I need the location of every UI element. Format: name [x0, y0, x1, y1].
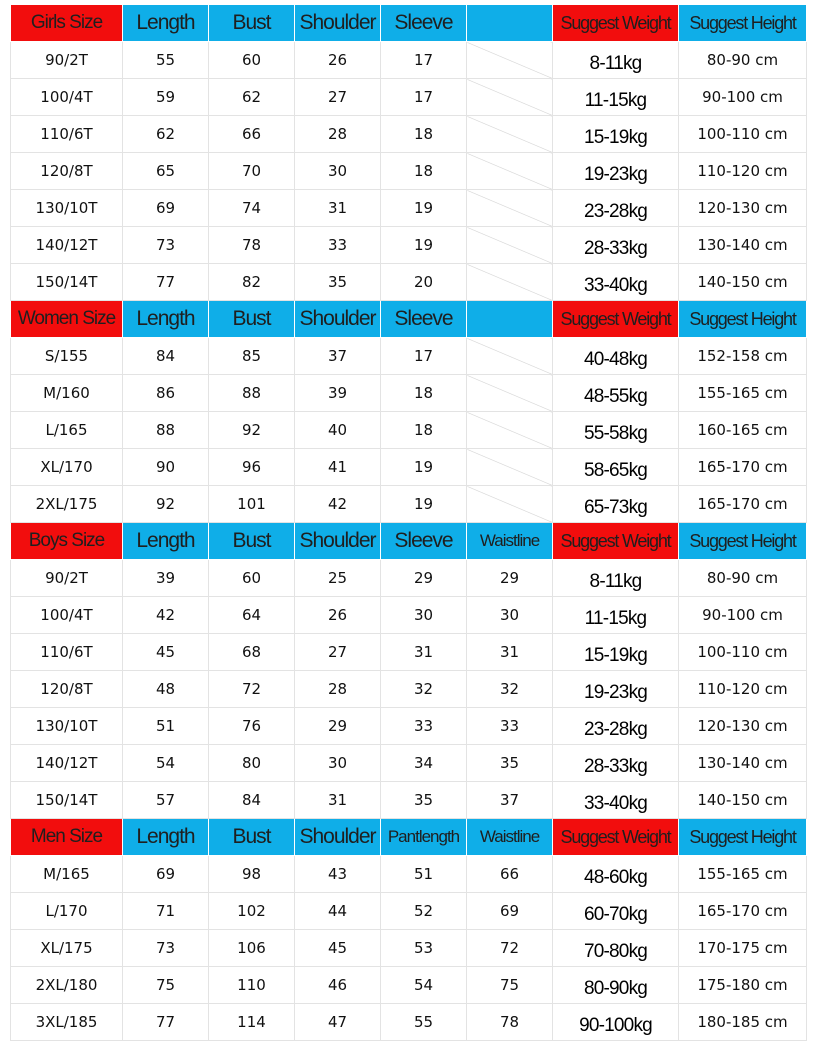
men-table-cell: L/170 [11, 893, 123, 930]
girls-table-cell: 130-140 cm [679, 227, 807, 264]
men-table-cell: 155-165 cm [679, 856, 807, 893]
girls-table-cell: 78 [209, 227, 295, 264]
girls-table-cell: 140-150 cm [679, 264, 807, 301]
girls-table-cell: 60 [209, 42, 295, 79]
girls-table-cell: 31 [295, 190, 381, 227]
boys-table-cell: 32 [467, 671, 553, 708]
women-table-cell: L/165 [11, 412, 123, 449]
boys-table-row [11, 745, 807, 782]
girls-table-cell [467, 153, 553, 190]
girls-table-row [11, 153, 807, 190]
girls-table-cell: 82 [209, 264, 295, 301]
men-header-cell: Suggest Height [679, 819, 807, 856]
women-table-cell: 155-165 cm [679, 375, 807, 412]
men-table-cell: 51 [381, 856, 467, 893]
women-table-cell: 41 [295, 449, 381, 486]
boys-table-cell: 120/8T [11, 671, 123, 708]
women-table-cell: 85 [209, 338, 295, 375]
boys-header-cell: Suggest Weight [553, 523, 679, 560]
men-table-cell: 44 [295, 893, 381, 930]
boys-table-cell: 31 [381, 634, 467, 671]
men-header-cell: Suggest Weight [553, 819, 679, 856]
girls-header-cell: Suggest Height [679, 5, 807, 42]
girls-table-cell: 90-100 cm [679, 79, 807, 116]
boys-table-cell: 140-150 cm [679, 782, 807, 819]
men-table-cell: 78 [467, 1004, 553, 1041]
girls-table-cell [467, 79, 553, 116]
women-table-cell: 55-58kg [553, 412, 679, 449]
girls-table-cell: 120/8T [11, 153, 123, 190]
women-table-cell: 165-170 cm [679, 486, 807, 523]
men-table-cell: 90-100kg [553, 1004, 679, 1041]
men-table-cell: 69 [467, 893, 553, 930]
women-table-cell: 88 [123, 412, 209, 449]
girls-header-cell [467, 5, 553, 42]
boys-table-cell: 33 [381, 708, 467, 745]
girls-table-row [11, 79, 807, 116]
girls-table-cell: 17 [381, 42, 467, 79]
girls-table-cell: 19 [381, 227, 467, 264]
girls-table-cell: 30 [295, 153, 381, 190]
girls-table-cell: 27 [295, 79, 381, 116]
women-table-cell: 84 [123, 338, 209, 375]
girls-table-cell: 80-90 cm [679, 42, 807, 79]
girls-table-cell [467, 42, 553, 79]
men-table-cell: 165-170 cm [679, 893, 807, 930]
men-table-cell: 170-175 cm [679, 930, 807, 967]
women-table-cell: 92 [123, 486, 209, 523]
women-table-row [11, 338, 807, 375]
boys-table-cell: 33 [467, 708, 553, 745]
boys-table-cell: 80 [209, 745, 295, 782]
men-table-cell: XL/175 [11, 930, 123, 967]
boys-table-cell: 8-11kg [553, 560, 679, 597]
girls-table-cell: 100-110 cm [679, 116, 807, 153]
men-table-cell: 55 [381, 1004, 467, 1041]
women-header-cell: Women Size [11, 301, 123, 338]
boys-table-cell: 29 [467, 560, 553, 597]
boys-table-cell: 57 [123, 782, 209, 819]
boys-table-cell: 19-23kg [553, 671, 679, 708]
boys-table-cell: 31 [467, 634, 553, 671]
women-table-cell: 58-65kg [553, 449, 679, 486]
men-table-cell: 69 [123, 856, 209, 893]
girls-table-cell: 17 [381, 79, 467, 116]
girls-table-cell: 62 [123, 116, 209, 153]
boys-table-cell: 11-15kg [553, 597, 679, 634]
girls-table-cell: 73 [123, 227, 209, 264]
boys-table-row [11, 634, 807, 671]
girls-table-cell: 18 [381, 153, 467, 190]
boys-table-cell: 39 [123, 560, 209, 597]
women-table-cell [467, 375, 553, 412]
women-table-cell: 40 [295, 412, 381, 449]
men-table-row [11, 893, 807, 930]
women-table-cell: 96 [209, 449, 295, 486]
boys-table-cell: 28 [295, 671, 381, 708]
men-size-header-row [11, 819, 807, 856]
girls-table-cell [467, 227, 553, 264]
girls-table-row [11, 116, 807, 153]
boys-table-cell: 29 [295, 708, 381, 745]
women-table-cell: XL/170 [11, 449, 123, 486]
boys-table-cell: 48 [123, 671, 209, 708]
boys-table-cell: 90-100 cm [679, 597, 807, 634]
men-header-cell: Bust [209, 819, 295, 856]
men-table-cell: 2XL/180 [11, 967, 123, 1004]
girls-table-cell [467, 190, 553, 227]
men-table-cell: 53 [381, 930, 467, 967]
boys-table-cell: 72 [209, 671, 295, 708]
men-header-cell: Waistline [467, 819, 553, 856]
women-table-cell: 42 [295, 486, 381, 523]
girls-table-cell: 55 [123, 42, 209, 79]
men-table-cell: 45 [295, 930, 381, 967]
women-header-cell: Bust [209, 301, 295, 338]
boys-table-cell: 100/4T [11, 597, 123, 634]
women-table-cell: 48-55kg [553, 375, 679, 412]
girls-table-cell: 8-11kg [553, 42, 679, 79]
boys-table-cell: 33-40kg [553, 782, 679, 819]
women-table-cell [467, 412, 553, 449]
girls-table-cell: 110/6T [11, 116, 123, 153]
men-table-cell: 77 [123, 1004, 209, 1041]
girls-table-cell [467, 116, 553, 153]
boys-table-cell: 30 [295, 745, 381, 782]
men-header-cell: Shoulder [295, 819, 381, 856]
girls-table-cell: 150/14T [11, 264, 123, 301]
girls-table-cell: 69 [123, 190, 209, 227]
girls-table-cell: 33 [295, 227, 381, 264]
women-table-cell: 165-170 cm [679, 449, 807, 486]
boys-table-cell: 37 [467, 782, 553, 819]
girls-table-cell: 59 [123, 79, 209, 116]
boys-table-cell: 23-28kg [553, 708, 679, 745]
men-table-cell: 180-185 cm [679, 1004, 807, 1041]
men-table-cell: 175-180 cm [679, 967, 807, 1004]
women-table-cell: 19 [381, 449, 467, 486]
boys-table-cell: 68 [209, 634, 295, 671]
girls-table-row [11, 190, 807, 227]
men-header-cell: Pantlength [381, 819, 467, 856]
women-size-header-row [11, 301, 807, 338]
boys-table-cell: 54 [123, 745, 209, 782]
girls-header-cell: Shoulder [295, 5, 381, 42]
women-table-cell: 39 [295, 375, 381, 412]
women-table-cell: 19 [381, 486, 467, 523]
women-table-row [11, 449, 807, 486]
boys-table-cell: 31 [295, 782, 381, 819]
girls-table-cell: 23-28kg [553, 190, 679, 227]
boys-table-cell: 25 [295, 560, 381, 597]
girls-table-cell: 20 [381, 264, 467, 301]
girls-table-cell: 120-130 cm [679, 190, 807, 227]
boys-table-cell: 27 [295, 634, 381, 671]
men-table-cell: 46 [295, 967, 381, 1004]
girls-table-cell: 33-40kg [553, 264, 679, 301]
boys-header-cell: Waistline [467, 523, 553, 560]
girls-table-cell: 70 [209, 153, 295, 190]
boys-table-cell: 150/14T [11, 782, 123, 819]
men-table-row [11, 967, 807, 1004]
women-table-cell: 92 [209, 412, 295, 449]
girls-table-cell: 140/12T [11, 227, 123, 264]
girls-table-cell: 100/4T [11, 79, 123, 116]
women-header-cell: Suggest Height [679, 301, 807, 338]
boys-table-cell: 35 [381, 782, 467, 819]
boys-table-cell: 51 [123, 708, 209, 745]
boys-table-row [11, 560, 807, 597]
men-table-cell: 80-90kg [553, 967, 679, 1004]
women-table-cell: S/155 [11, 338, 123, 375]
girls-header-cell: Length [123, 5, 209, 42]
women-table-cell [467, 338, 553, 375]
men-table-cell: 60-70kg [553, 893, 679, 930]
boys-table-cell: 30 [467, 597, 553, 634]
boys-table-cell: 35 [467, 745, 553, 782]
girls-table-cell: 110-120 cm [679, 153, 807, 190]
women-header-cell [467, 301, 553, 338]
women-table-cell: 17 [381, 338, 467, 375]
boys-table-cell: 42 [123, 597, 209, 634]
women-table-cell: 160-165 cm [679, 412, 807, 449]
boys-table-cell: 30 [381, 597, 467, 634]
boys-table-cell: 140/12T [11, 745, 123, 782]
men-table-cell: 71 [123, 893, 209, 930]
girls-table-cell: 11-15kg [553, 79, 679, 116]
boys-table-cell: 64 [209, 597, 295, 634]
women-table-cell: 2XL/175 [11, 486, 123, 523]
men-table-row [11, 930, 807, 967]
women-table-cell: 88 [209, 375, 295, 412]
men-table-cell: 75 [467, 967, 553, 1004]
boys-table-row [11, 671, 807, 708]
men-table-cell: 43 [295, 856, 381, 893]
girls-table-cell: 62 [209, 79, 295, 116]
women-table-row [11, 486, 807, 523]
women-table-cell: 18 [381, 412, 467, 449]
men-table-cell: 72 [467, 930, 553, 967]
girls-table-cell: 28 [295, 116, 381, 153]
women-header-cell: Suggest Weight [553, 301, 679, 338]
men-table-cell: 114 [209, 1004, 295, 1041]
boys-size-header-row [11, 523, 807, 560]
boys-table-cell: 130-140 cm [679, 745, 807, 782]
boys-table-cell: 84 [209, 782, 295, 819]
boys-table-cell: 15-19kg [553, 634, 679, 671]
men-table-cell: 75 [123, 967, 209, 1004]
boys-table-cell: 120-130 cm [679, 708, 807, 745]
men-table-cell: 47 [295, 1004, 381, 1041]
girls-size-header-row [11, 5, 807, 42]
girls-table-cell: 26 [295, 42, 381, 79]
girls-table-row [11, 227, 807, 264]
men-header-cell: Men Size [11, 819, 123, 856]
boys-table-row [11, 782, 807, 819]
women-table-cell: 65-73kg [553, 486, 679, 523]
women-table-row [11, 412, 807, 449]
men-header-cell: Length [123, 819, 209, 856]
men-table-cell: 102 [209, 893, 295, 930]
girls-table-cell: 28-33kg [553, 227, 679, 264]
boys-header-cell: Boys Size [11, 523, 123, 560]
boys-table-row [11, 597, 807, 634]
boys-header-cell: Bust [209, 523, 295, 560]
girls-table-cell: 66 [209, 116, 295, 153]
boys-table-row [11, 708, 807, 745]
girls-header-cell: Suggest Weight [553, 5, 679, 42]
men-table-cell: 106 [209, 930, 295, 967]
boys-header-cell: Suggest Height [679, 523, 807, 560]
men-table-cell: 66 [467, 856, 553, 893]
boys-table-cell: 80-90 cm [679, 560, 807, 597]
men-table-cell: 3XL/185 [11, 1004, 123, 1041]
men-table-cell: 110 [209, 967, 295, 1004]
size-chart-table [10, 4, 807, 1041]
men-table-row [11, 1004, 807, 1041]
boys-table-cell: 28-33kg [553, 745, 679, 782]
girls-table-cell [467, 264, 553, 301]
boys-table-cell: 60 [209, 560, 295, 597]
women-table-cell: 37 [295, 338, 381, 375]
men-table-cell: M/165 [11, 856, 123, 893]
boys-table-cell: 90/2T [11, 560, 123, 597]
women-header-cell: Sleeve [381, 301, 467, 338]
girls-table-cell: 35 [295, 264, 381, 301]
women-header-cell: Length [123, 301, 209, 338]
women-table-cell: 152-158 cm [679, 338, 807, 375]
boys-table-cell: 26 [295, 597, 381, 634]
men-table-cell: 73 [123, 930, 209, 967]
women-table-cell: 40-48kg [553, 338, 679, 375]
girls-table-cell: 90/2T [11, 42, 123, 79]
girls-table-row [11, 264, 807, 301]
men-table-row [11, 856, 807, 893]
girls-table-cell: 74 [209, 190, 295, 227]
girls-table-cell: 19 [381, 190, 467, 227]
boys-table-cell: 110/6T [11, 634, 123, 671]
girls-table-cell: 18 [381, 116, 467, 153]
men-table-cell: 54 [381, 967, 467, 1004]
boys-table-cell: 32 [381, 671, 467, 708]
women-table-cell: 86 [123, 375, 209, 412]
boys-table-cell: 45 [123, 634, 209, 671]
girls-header-cell: Bust [209, 5, 295, 42]
boys-header-cell: Sleeve [381, 523, 467, 560]
girls-header-cell: Sleeve [381, 5, 467, 42]
men-table-cell: 48-60kg [553, 856, 679, 893]
boys-table-cell: 76 [209, 708, 295, 745]
men-table-cell: 52 [381, 893, 467, 930]
women-header-cell: Shoulder [295, 301, 381, 338]
women-table-cell: M/160 [11, 375, 123, 412]
girls-table-cell: 77 [123, 264, 209, 301]
boys-table-cell: 130/10T [11, 708, 123, 745]
girls-table-row [11, 42, 807, 79]
boys-table-cell: 34 [381, 745, 467, 782]
boys-table-cell: 29 [381, 560, 467, 597]
men-table-cell: 70-80kg [553, 930, 679, 967]
girls-table-cell: 15-19kg [553, 116, 679, 153]
boys-table-cell: 110-120 cm [679, 671, 807, 708]
women-table-cell: 101 [209, 486, 295, 523]
girls-table-cell: 65 [123, 153, 209, 190]
boys-header-cell: Shoulder [295, 523, 381, 560]
boys-header-cell: Length [123, 523, 209, 560]
men-table-cell: 98 [209, 856, 295, 893]
women-table-row [11, 375, 807, 412]
women-table-cell [467, 449, 553, 486]
girls-table-cell: 130/10T [11, 190, 123, 227]
women-table-cell: 90 [123, 449, 209, 486]
women-table-cell: 18 [381, 375, 467, 412]
women-table-cell [467, 486, 553, 523]
girls-header-cell: Girls Size [11, 5, 123, 42]
girls-table-cell: 19-23kg [553, 153, 679, 190]
boys-table-cell: 100-110 cm [679, 634, 807, 671]
